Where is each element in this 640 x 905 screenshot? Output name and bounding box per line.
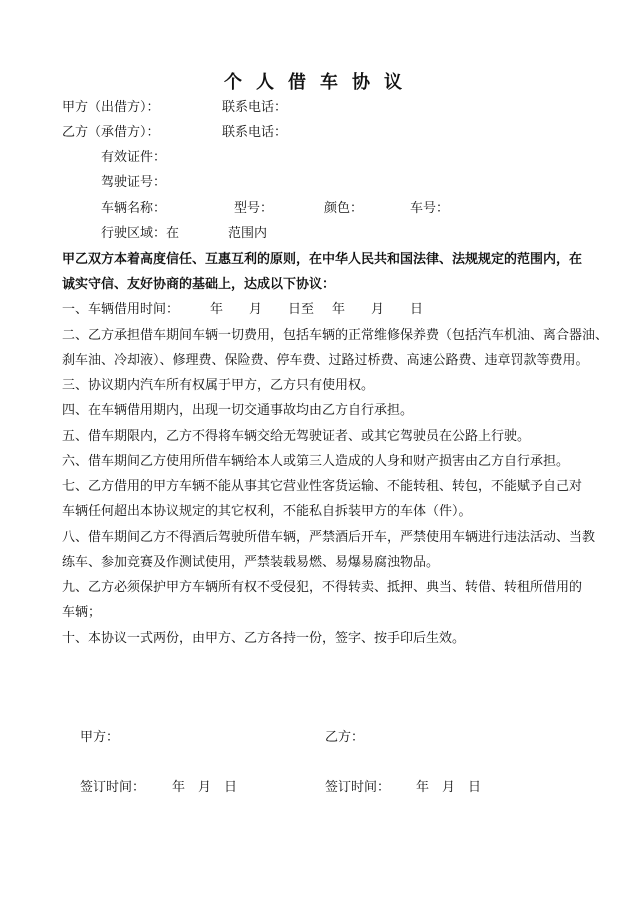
date-a-value: 年 月 日 [172,780,238,795]
clause-1-start: 年 月 日至 [210,302,315,317]
id-label: 有效证件： [101,150,167,165]
clause-1-end: 年 月 日 [332,302,424,317]
party-a-label: 甲方（出借方）： [62,100,160,115]
document-title: 个人借车协议 [224,72,416,93]
area-label: 行驶区域：在 [101,226,180,241]
clause-3: 三、协议期内汽车所有权属于甲方，乙方只有使用权。 [62,378,375,393]
date-b-label: 签订时间： [325,780,391,795]
clause-9-line-1: 九、乙方必须保护甲方车辆所有权不受侵犯，不得转卖、抵押、典当、转借、转租所借用的 [62,580,583,595]
date-a-label: 签订时间： [80,780,146,795]
clause-10: 十、本协议一式两份，由甲方、乙方各持一份，签字、按手印后生效。 [62,631,466,646]
vehicle-name-label: 车辆名称： [101,201,167,216]
party-a-phone-label: 联系电话： [222,100,288,115]
intro-line-1: 甲乙双方本着高度信任、互惠互利的原则，在中华人民共和国法律、法规规定的范围内，在 [62,252,583,267]
clause-7-line-1: 七、乙方借用的甲方车辆不能从事其它营业性客货运输、不能转租、转包，不能赋予自己对 [62,479,583,494]
clause-2-line-1: 二、乙方承担借车期间车辆一切费用，包括车辆的正常维修保养费（包括汽车机油、离合器油、 [62,328,609,343]
clause-2-line-2: 刹车油、冷却液）、修理费、保险费、停车费、过路过桥费、高速公路费、违章罚款等费用。 [62,353,589,368]
clause-8-line-1: 八、借车期间乙方不得酒后驾驶所借车辆，严禁酒后开车，严禁使用车辆进行违法活动、当教 [62,530,596,545]
clause-5: 五、借车期限内，乙方不得将车辆交给无驾驶证者、或其它驾驶员在公路上行驶。 [62,429,531,444]
vehicle-model-label: 型号： [234,201,274,216]
intro-line-2: 诚实守信、友好协商的基础上，达成以下协议： [62,277,336,292]
party-b-label: 乙方（承借方）： [62,125,160,140]
signature-party-b: 乙方： [325,730,365,745]
vehicle-color-label: 颜色： [324,201,364,216]
area-suffix: 范围内 [228,226,268,241]
license-label: 驾驶证号： [101,175,167,190]
clause-4: 四、在车辆借用期内，出现一切交通事故均由乙方自行承担。 [62,403,414,418]
party-b-phone-label: 联系电话： [222,125,288,140]
vehicle-plate-label: 车号： [410,201,450,216]
clause-6: 六、借车期间乙方使用所借车辆给本人或第三人造成的人身和财产损害由乙方自行承担。 [62,454,570,469]
clause-1-label: 一、车辆借用时间： [62,302,180,317]
date-b-value: 年 月 日 [416,780,482,795]
signature-party-a: 甲方： [80,730,120,745]
clause-8-line-2: 练车、参加竞赛及作测试使用，严禁装载易燃、易爆易腐浊物品。 [62,555,440,570]
clause-7-line-2: 车辆任何超出本协议规定的其它权利，不能私自拆装甲方的车体（件）。 [62,504,472,519]
clause-9-line-2: 车辆； [62,605,102,620]
